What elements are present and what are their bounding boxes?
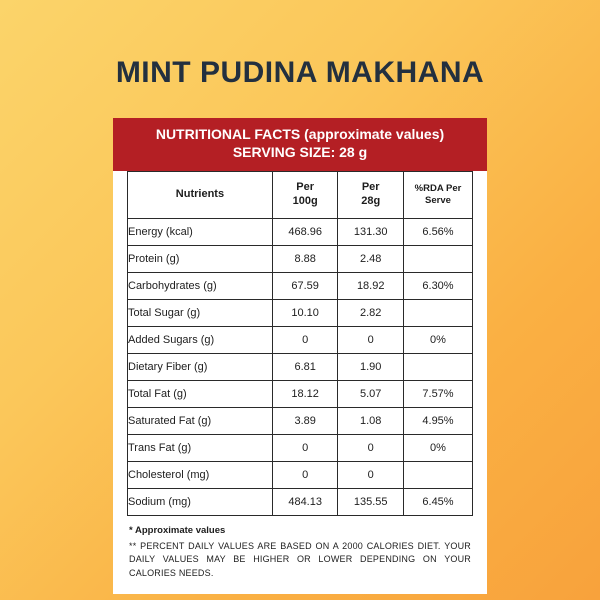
nutrition-facts-card [113,118,487,594]
cell-nutrient: Trans Fat (g) [128,434,273,461]
table-row [128,380,473,407]
cell-rda: 7.57% [403,380,472,407]
cell-nutrient: Sodium (mg) [128,488,273,515]
cell-per-28g: 2.82 [338,299,404,326]
cell-per-100g: 468.96 [272,218,338,245]
col-header-per-28g [338,171,404,218]
col-header-rda: %RDA Per Serve [403,171,472,218]
cell-per-100g: 18.12 [272,380,338,407]
cell-per-100g: 3.89 [272,407,338,434]
cell-nutrient: Protein (g) [128,245,273,272]
cell-rda: 0% [403,434,472,461]
table-row [128,488,473,515]
cell-per-28g: 0 [338,326,404,353]
cell-per-28g: 2.48 [338,245,404,272]
nutrition-header-title: NUTRITIONAL FACTS (approximate values) [155,126,445,142]
nutrition-header-serving-size: SERVING SIZE: 28 g [232,143,368,160]
cell-rda: 6.45% [403,488,472,515]
cell-per-28g: 131.30 [338,218,404,245]
nutrition-card-header [113,118,487,171]
table-row [128,245,473,272]
cell-per-28g: 1.90 [338,353,404,380]
cell-per-28g: 18.92 [338,272,404,299]
table-row [128,272,473,299]
cell-nutrient: Dietary Fiber (g) [128,353,273,380]
cell-rda [403,299,472,326]
cell-per-100g: 0 [272,461,338,488]
nutrition-table-body [128,218,473,515]
col-header-per-28g-line1: Per [361,181,380,194]
cell-per-100g: 67.59 [272,272,338,299]
cell-per-28g: 5.07 [338,380,404,407]
nutrition-table-header [128,171,473,218]
cell-per-100g: 0 [272,326,338,353]
cell-per-28g: 0 [338,434,404,461]
page-title: MINT PUDINA MAKHANA [115,56,485,89]
cell-rda [403,461,472,488]
footnote-daily-values: ** PERCENT DAILY VALUES ARE BASED ON A 2000 CALORIES DIET. YOUR DAILY VALUES MAY BE HIGHER OR LOWER DEPENDING ON YOUR CALORIES NEEDS. [129,540,471,578]
table-row [128,353,473,380]
col-header-per-28g-line2: 28g [361,194,381,207]
cell-per-28g: 1.08 [338,407,404,434]
cell-per-100g: 6.81 [272,353,338,380]
cell-nutrient: Added Sugars (g) [128,326,273,353]
table-row [128,218,473,245]
cell-nutrient: Saturated Fat (g) [128,407,273,434]
cell-nutrient: Cholesterol (mg) [128,461,273,488]
table-row [128,407,473,434]
col-header-per-100g-line1: Per [296,181,315,194]
cell-per-28g: 0 [338,461,404,488]
table-row [128,461,473,488]
nutrition-table [127,171,473,516]
cell-per-100g: 484.13 [272,488,338,515]
col-header-per-100g-line2: 100g [292,194,318,207]
cell-nutrient: Total Fat (g) [128,380,273,407]
cell-rda [403,353,472,380]
table-row [128,299,473,326]
cell-rda: 4.95% [403,407,472,434]
cell-rda: 6.30% [403,272,472,299]
cell-nutrient: Total Sugar (g) [128,299,273,326]
cell-per-100g: 0 [272,434,338,461]
col-header-nutrients: Nutrients [128,171,273,218]
table-row [128,326,473,353]
cell-nutrient: Carbohydrates (g) [128,272,273,299]
cell-nutrient: Energy (kcal) [128,218,273,245]
cell-rda: 6.56% [403,218,472,245]
cell-per-100g: 10.10 [272,299,338,326]
footnote-approximate-values: * Approximate values [129,524,226,536]
cell-rda [403,245,472,272]
cell-rda: 0% [403,326,472,353]
table-row [128,434,473,461]
nutrition-table-wrapper [113,171,487,516]
col-header-per-100g [272,171,338,218]
table-header-row [128,171,473,218]
cell-per-28g: 135.55 [338,488,404,515]
cell-per-100g: 8.88 [272,245,338,272]
footnotes [113,516,487,595]
